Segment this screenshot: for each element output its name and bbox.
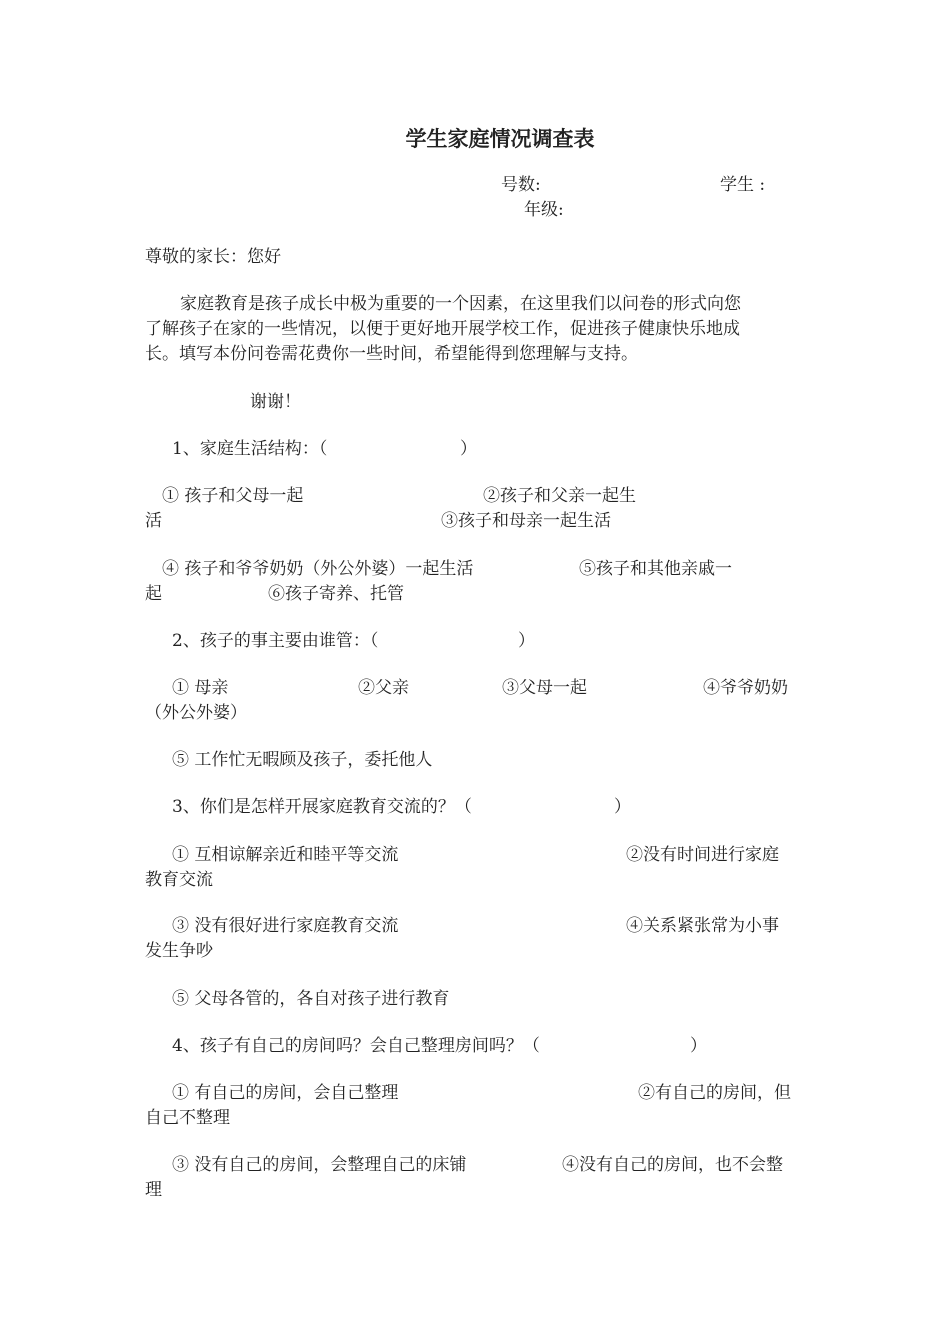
grade-label: 年级: <box>524 200 564 220</box>
q3-option-5: ⑤ 父母各管的，各自对孩子进行教育 <box>172 989 450 1009</box>
q2-option-1: ① 母亲 <box>172 678 229 698</box>
q3-option-1: ① 互相谅解亲近和睦平等交流 <box>172 845 399 865</box>
q2-option-2: ②父亲 <box>358 678 409 698</box>
q4-option-4: ④没有自己的房间，也不会整 <box>562 1155 783 1175</box>
intro-line-1: 家庭教育是孩子成长中极为重要的一个因素，在这里我们以问卷的形式向您 <box>180 294 741 314</box>
q3-question: 3、你们是怎样开展家庭教育交流的？（ <box>172 797 472 817</box>
q4-option-1: ① 有自己的房间，会自己整理 <box>172 1083 399 1103</box>
q1-option-4: ④ 孩子和爷爷奶奶（外公外婆）一起生活 <box>162 559 474 579</box>
q2-option-4: ④爷爷奶奶 <box>703 678 788 698</box>
q3-answer-close: ） <box>614 797 631 817</box>
q3-option-4-cont: 发生争吵 <box>145 941 213 961</box>
q4-question: 4、孩子有自己的房间吗？会自己整理房间吗？（ <box>172 1036 540 1056</box>
thanks: 谢谢！ <box>250 392 301 412</box>
q1-option-2-cont: 活 <box>145 511 162 531</box>
student-label: 学生 : <box>720 175 766 195</box>
q3-option-3: ③ 没有很好进行家庭教育交流 <box>172 916 399 936</box>
q2-option-3: ③父母一起 <box>502 678 587 698</box>
q4-option-2: ②有自己的房间，但 <box>638 1083 791 1103</box>
q4-option-2-cont: 自己不整理 <box>145 1108 230 1128</box>
q1-question: 1、家庭生活结构：（ <box>172 439 328 459</box>
q3-option-2: ②没有时间进行家庭 <box>626 845 779 865</box>
q1-option-6: ⑥孩子寄养、托管 <box>268 584 404 604</box>
q1-option-2: ②孩子和父亲一起生 <box>483 486 636 506</box>
q1-option-3: ③孩子和母亲一起生活 <box>441 511 611 531</box>
q2-question: 2、孩子的事主要由谁管：（ <box>172 631 379 651</box>
q1-answer-close: ） <box>460 439 477 459</box>
q2-option-4-cont: （外公外婆） <box>145 703 247 723</box>
greeting: 尊敬的家长：您好 <box>145 247 281 267</box>
q4-answer-close: ） <box>690 1036 707 1056</box>
q2-option-5: ⑤ 工作忙无暇顾及孩子，委托他人 <box>172 750 433 770</box>
page-title: 学生家庭情况调查表 <box>405 126 595 151</box>
q2-answer-close: ） <box>518 631 535 651</box>
q1-option-5-cont: 起 <box>145 584 162 604</box>
q3-option-2-cont: 教育交流 <box>145 870 213 890</box>
q1-option-5: ⑤孩子和其他亲戚一 <box>579 559 732 579</box>
q4-option-4-cont: 理 <box>145 1180 162 1200</box>
q1-option-1: ① 孩子和父母一起 <box>162 486 304 506</box>
q3-option-4: ④关系紧张常为小事 <box>626 916 779 936</box>
intro-line-2: 了解孩子在家的一些情况，以便于更好地开展学校工作，促进孩子健康快乐地成 <box>145 319 740 339</box>
intro-line-3: 长。填写本份问卷需花费你一些时间，希望能得到您理解与支持。 <box>145 344 638 364</box>
q4-option-3: ③ 没有自己的房间，会整理自己的床铺 <box>172 1155 467 1175</box>
number-label: 号数: <box>501 175 541 195</box>
